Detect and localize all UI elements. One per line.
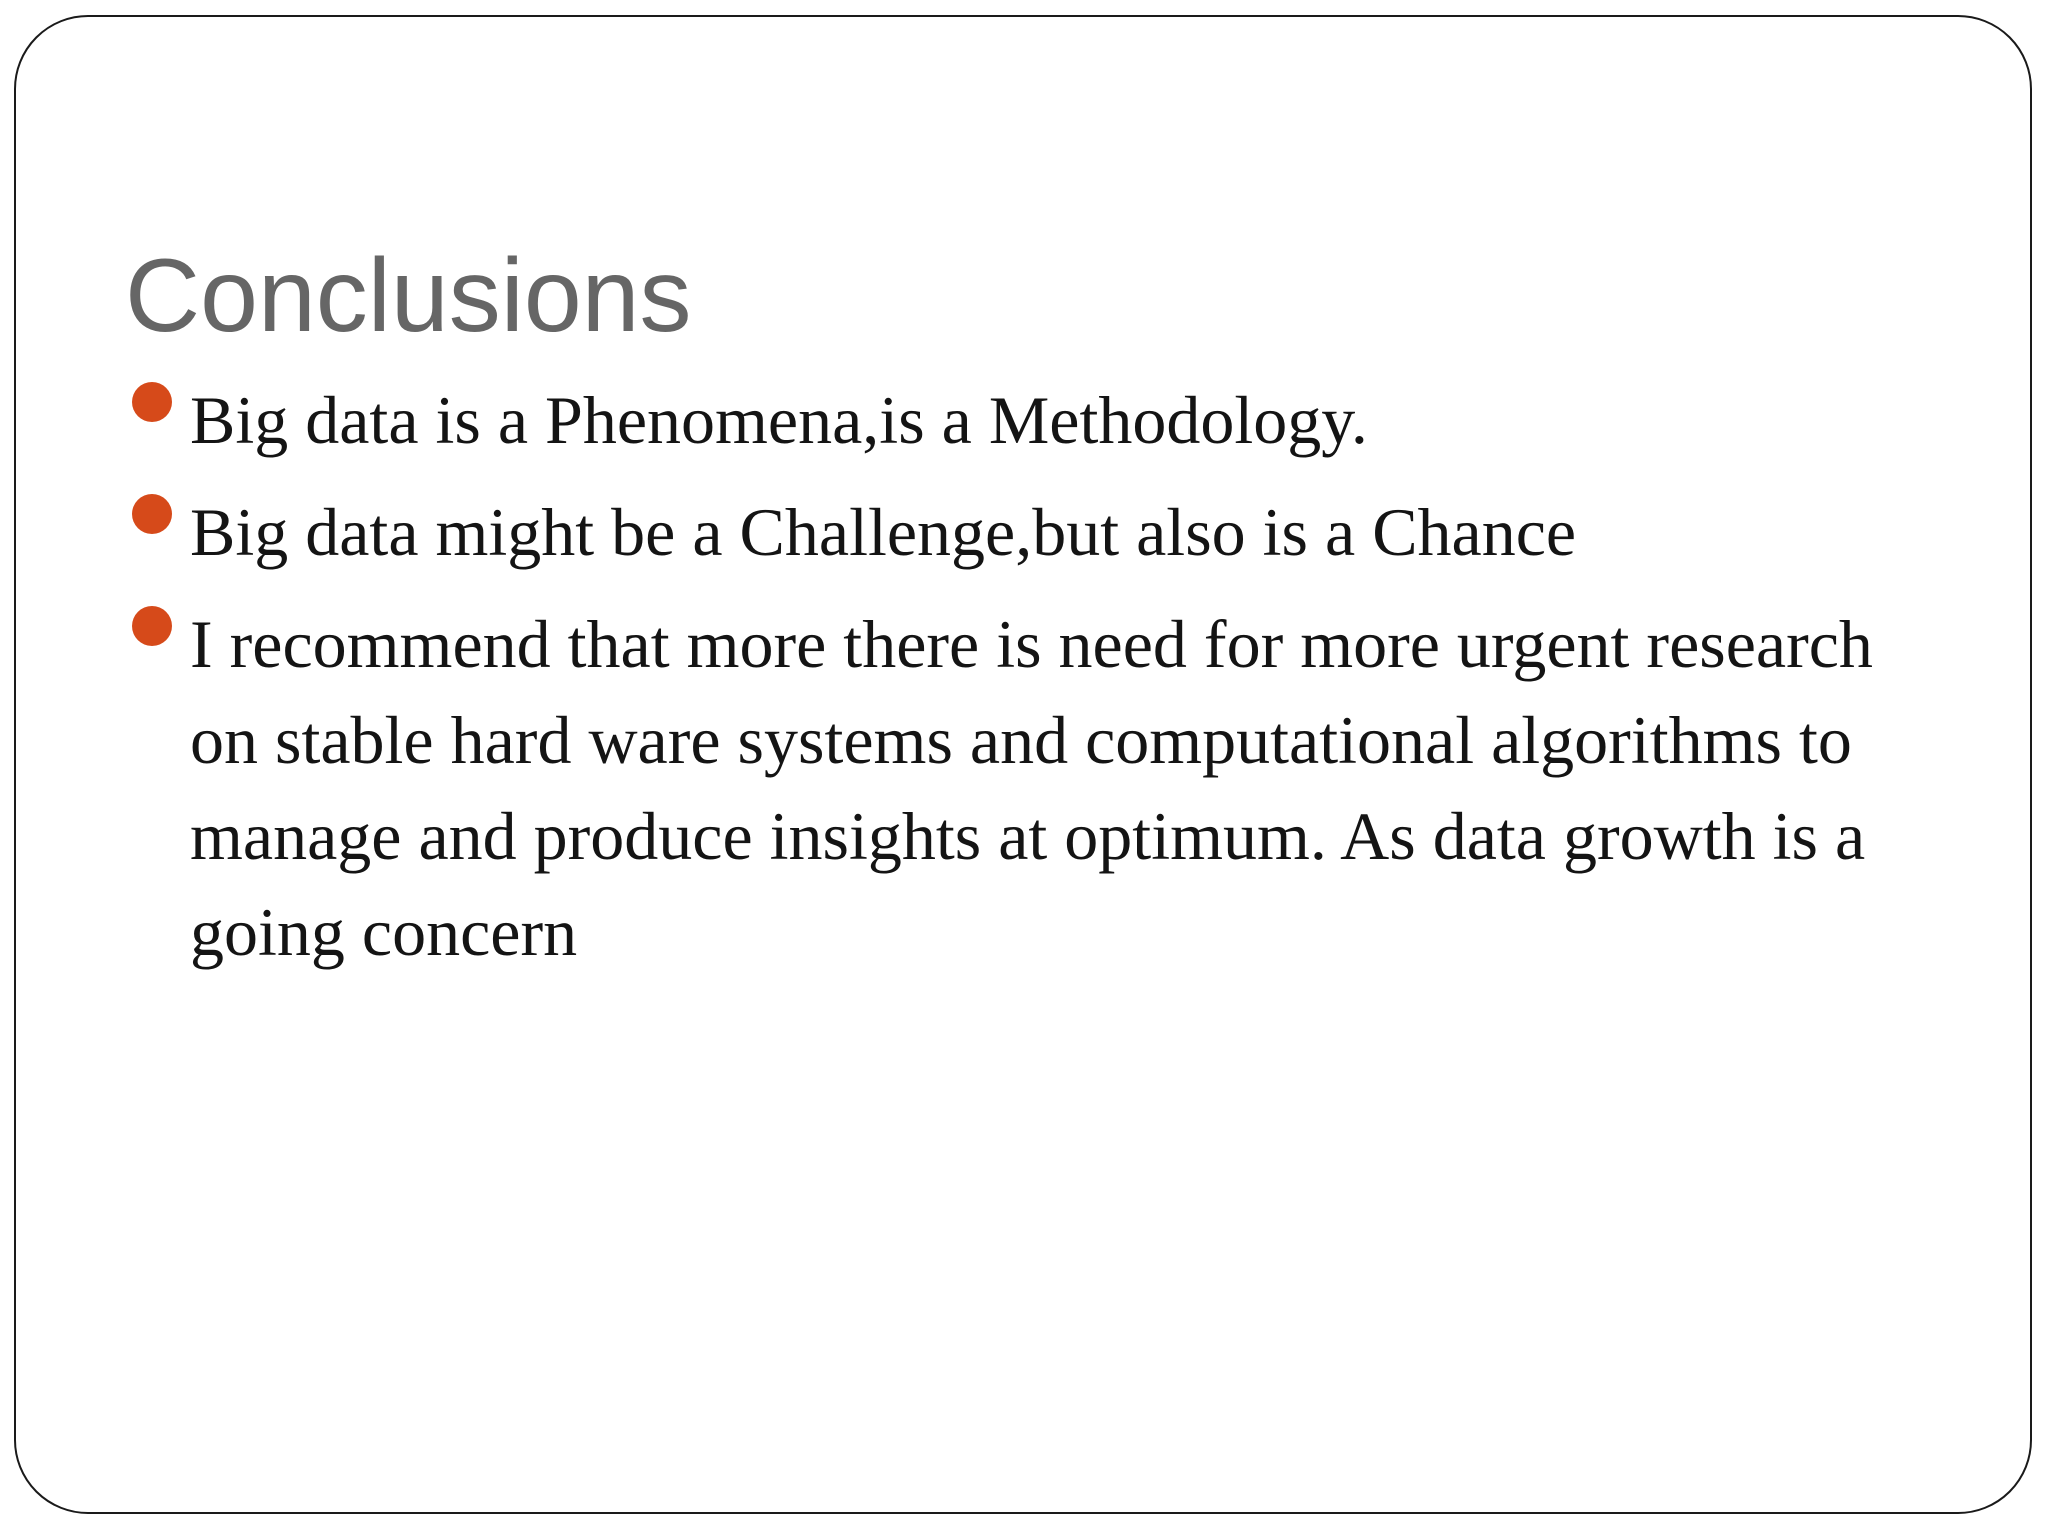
bullet-item: [190, 596, 1910, 980]
bullet-dot-icon: [132, 494, 172, 534]
bullet-dot-icon: [132, 606, 172, 646]
bullet-text: Big data might be a Challenge,but also is a Chance: [190, 494, 1577, 570]
bullet-text: Big data is a Phenomena,is a Methodology.: [190, 382, 1368, 458]
bullet-item: [190, 372, 1910, 468]
bullet-text: I recommend that more there is need for more urgent research on stable hard ware systems and computational algorithms to manage and produce insights at optimum. As data growth is a going concern: [190, 606, 1873, 970]
slide-title: Conclusions: [125, 238, 692, 354]
bullet-dot-icon: [132, 382, 172, 422]
bullet-list: [190, 372, 1910, 996]
bullet-item: [190, 484, 1910, 580]
